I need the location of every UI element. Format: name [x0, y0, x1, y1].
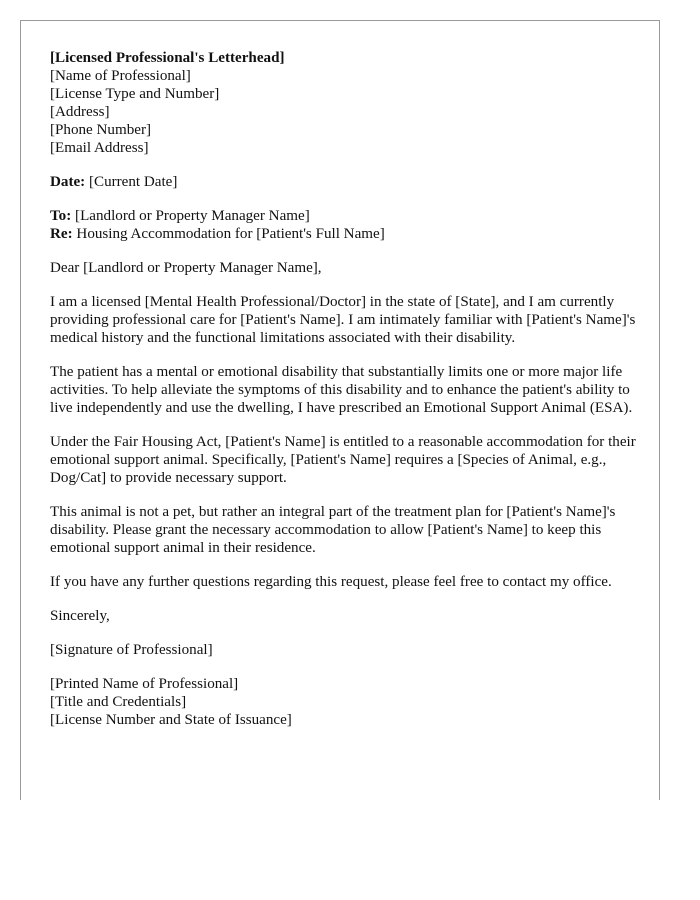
- re-line: [50, 225, 640, 243]
- letter-page: [20, 20, 660, 800]
- addressee-block: [50, 207, 640, 243]
- date-line: [50, 173, 640, 191]
- signature-placeholder: [Signature of Professional]: [50, 642, 213, 658]
- license-type-number: [License Type and Number]: [50, 86, 220, 102]
- closing: Sincerely,: [50, 608, 110, 624]
- letter-content: [50, 49, 640, 745]
- re-value: Housing Accommodation for [Patient's Full Name]: [76, 226, 385, 242]
- re-label: Re:: [50, 226, 73, 242]
- letterhead: [50, 49, 640, 157]
- to-line: [50, 207, 640, 225]
- body-paragraph-2: The patient has a mental or emotional disability that substantially limits one or more major life activities. To help alleviate the symptoms of this disability and to enhance the patient's ability to live independently and use the dwelling, I have prescribed an Emotional Support Animal (ESA).: [50, 364, 633, 416]
- date-value: [Current Date]: [88, 174, 178, 190]
- phone-number: [Phone Number]: [50, 122, 152, 138]
- body-paragraph-5: If you have any further questions regarding this request, please feel free to contact my office.: [50, 574, 612, 590]
- email-address: [Email Address]: [50, 140, 149, 156]
- professional-name: [Name of Professional]: [50, 68, 191, 84]
- body-paragraph-4: This animal is not a pet, but rather an integral part of the treatment plan for [Patient's Name]'s disability. Please grant the necessary accommodation to allow [Patient's Name] to keep this emotional support animal in their residence.: [50, 504, 616, 556]
- body-paragraph-1: I am a licensed [Mental Health Professional/Doctor] in the state of [State], and I am currently providing professional care for [Patient's Name]. I am intimately familiar with [Patient's Name]'s medical history and the functional limitations associated with their disability.: [50, 294, 636, 346]
- to-label: To:: [50, 208, 72, 224]
- letterhead-heading: [Licensed Professional's Letterhead]: [50, 50, 285, 66]
- body-paragraph-3: Under the Fair Housing Act, [Patient's Name] is entitled to a reasonable accommodation for their emotional support animal. Specifically, [Patient's Name] requires a [Species of Animal, e.g., Dog/Cat] to provide necessary support.: [50, 434, 636, 486]
- license-state: [License Number and State of Issuance]: [50, 712, 292, 728]
- to-value: [Landlord or Property Manager Name]: [75, 208, 310, 224]
- signoff-block: [50, 675, 640, 729]
- date-label: Date:: [50, 174, 86, 190]
- salutation: Dear [Landlord or Property Manager Name],: [50, 260, 322, 276]
- title-credentials: [Title and Credentials]: [50, 694, 187, 710]
- address: [Address]: [50, 104, 110, 120]
- printed-name: [Printed Name of Professional]: [50, 676, 239, 692]
